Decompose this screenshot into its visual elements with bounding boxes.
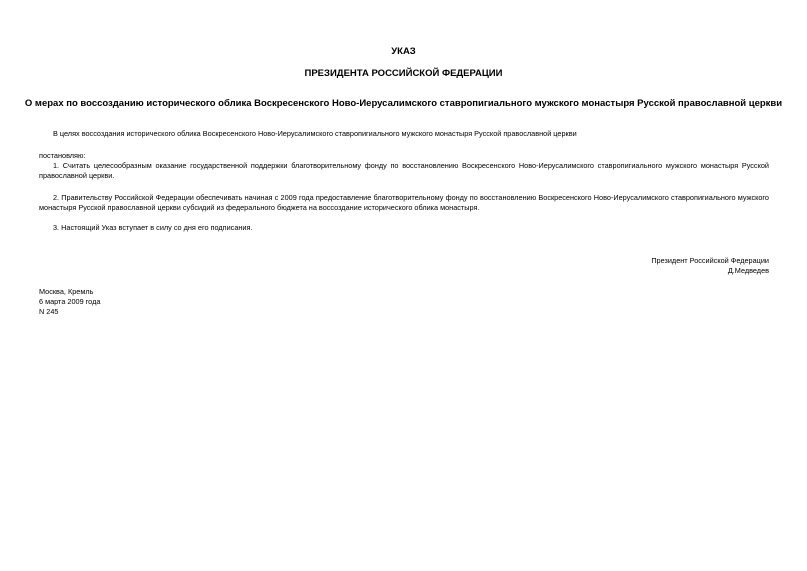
issue-place: Москва, Кремль [39,287,94,296]
issue-date: 6 марта 2009 года [39,297,101,306]
paragraph-3: 3. Настоящий Указ вступает в силу со дня его подписания. [53,223,253,232]
paragraph-1: 1. Считать целесообразным оказание государственной поддержки благотворительному фонду по восстановлению Воскресенского Ново-Иерусалимского ставропигиального мужского монастыря Русской православной церкви. [39,161,769,180]
document-issuer-heading: ПРЕЗИДЕНТА РОССИЙСКОЙ ФЕДЕРАЦИИ [304,68,503,79]
issue-details [39,287,100,317]
document-number: N 245 [39,307,59,316]
document-subject-heading: О мерах по воссозданию исторического облика Воскресенского Ново-Иерусалимского ставропигиального мужского монастыря Русской православной церкви [24,98,783,109]
paragraph-2: 2. Правительству Российской Федерации обеспечивать начиная с 2009 года предоставление благотворительному фонду по восстановлению Воскресенского Ново-Иерусалимского ставропигиального мужского монастыря Русской православной церкви субсидий из федерального бюджета на воссоздание исторического облика монастыря. [39,193,769,212]
document-type-heading: УКАЗ [391,46,416,57]
resolution-clause: постановляю: [39,151,86,160]
signatory-name: Д.Медведев [727,266,769,275]
signatory-position: Президент Российской Федерации [651,256,769,265]
preamble-paragraph: В целях воссоздания исторического облика Воскресенского Ново-Иерусалимского ставропигиального мужского монастыря Русской православной церкви [53,129,577,138]
signature-block [651,256,769,276]
